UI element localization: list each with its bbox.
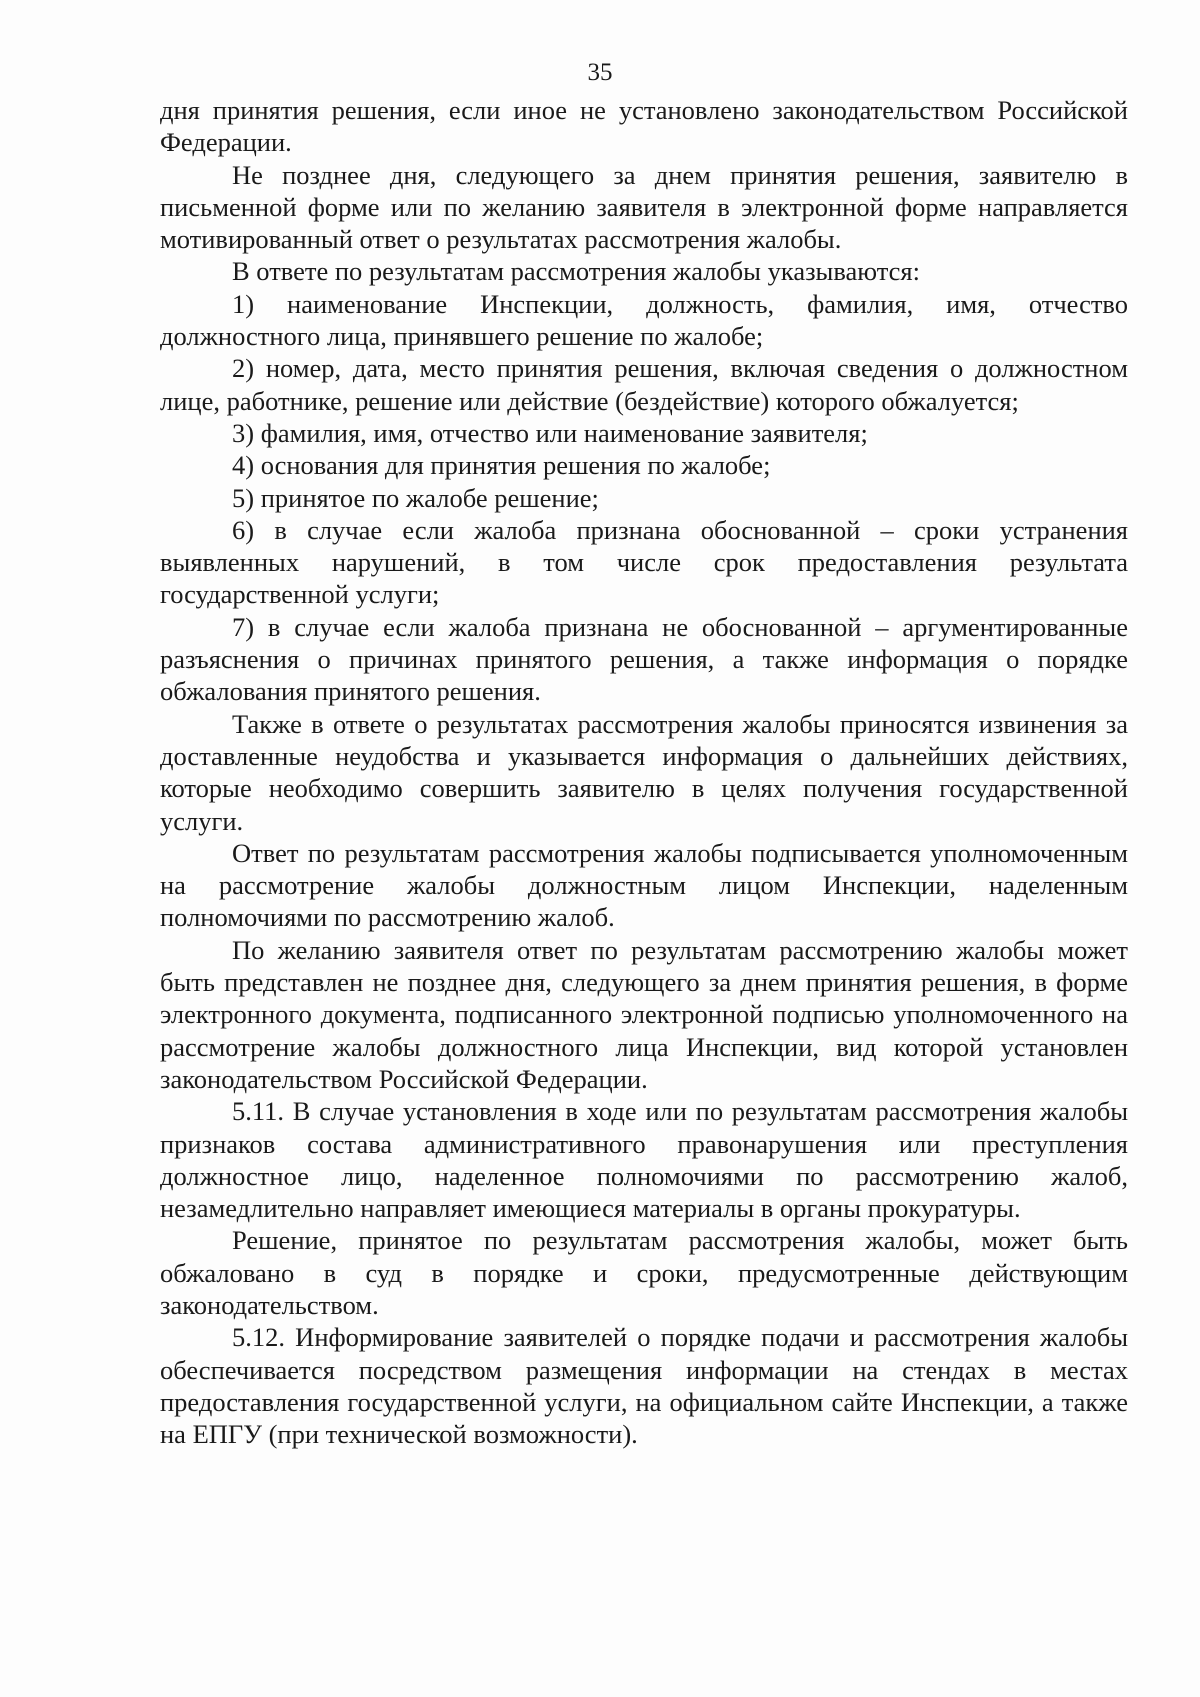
paragraph-response-notice: Не позднее дня, следующего за днем принятия решения, заявителю в письменной форме или по желанию заявителя в электронной форме направляется мотивированный ответ о результатах рассмотрения жалобы. <box>160 159 1128 255</box>
paragraph-apology: Также в ответе о результатах рассмотрения жалобы приносятся извинения за доставленные неудобства и указывается информация о дальнейших действиях, которые необходимо совершить заявителю в целях получения государственной услуги. <box>160 708 1128 836</box>
paragraph-signature: Ответ по результатам рассмотрения жалобы подписывается уполномоченным на рассмотрение жалобы должностным лицом Инспекции, наделенным полномочиями по рассмотрению жалоб. <box>160 837 1128 933</box>
paragraph-section-5-11: 5.11. В случае установления в ходе или по результатам рассмотрения жалобы признаков состава административного правонарушения или преступления должностное лицо, наделенное полномочиями по рассмотрению жалоб, незамедлительно направляет имеющиеся материалы в органы прокуратуры. <box>160 1096 1128 1224</box>
list-item-1: 1) наименование Инспекции, должность, фамилия, имя, отчество должностного лица, принявшего решение по жалобе; <box>160 288 1128 352</box>
paragraph-electronic-response: По желанию заявителя ответ по результатам рассмотрению жалобы может быть представлен не позднее дня, следующего за днем принятия решения, в форме электронного документа, подписанного электронной подписью уполномоченного на рассмотрение жалобы должностного лица Инспекции, вид которой установлен законодательством Российской Федерации. <box>160 934 1128 1094</box>
list-item-2: 2) номер, дата, место принятия решения, включая сведения о должностном лице, работнике, решение или действие (бездействие) которого обжалуется; <box>160 353 1128 416</box>
list-item-6: 6) в случае если жалоба признана обоснованной – сроки устранения выявленных нарушений, в том числе срок предоставления результата государственной услуги; <box>160 514 1128 610</box>
list-item-4: 4) основания для принятия решения по жалобе; <box>232 450 771 481</box>
paragraph-section-5-12: 5.12. Информирование заявителей о порядке подачи и рассмотрения жалобы обеспечивается посредством размещения информации на стендах в местах предоставления государственной услуги, на официальном сайте Инспекции, а также на ЕПГУ (при технической возможности). <box>160 1322 1128 1450</box>
paragraph-continuation: дня принятия решения, если иное не установлено законодательством Российской Федерации. <box>160 95 1128 158</box>
page-number: 35 <box>587 59 613 86</box>
list-item-5: 5) принятое по жалобе решение; <box>232 482 599 513</box>
list-item-7: 7) в случае если жалоба признана не обоснованной – аргументированные разъяснения о причинах принятого решения, а также информация о порядке обжалования принятого решения. <box>160 611 1128 707</box>
paragraph-court-appeal: Решение, принятое по результатам рассмотрения жалобы, может быть обжаловано в суд в порядке и сроки, предусмотренные действующим законодательством. <box>160 1225 1128 1320</box>
paragraph-response-contents: В ответе по результатам рассмотрения жалобы указываются: <box>232 256 920 287</box>
list-item-3: 3) фамилия, имя, отчество или наименование заявителя; <box>232 417 868 448</box>
document-body <box>160 94 1128 1450</box>
